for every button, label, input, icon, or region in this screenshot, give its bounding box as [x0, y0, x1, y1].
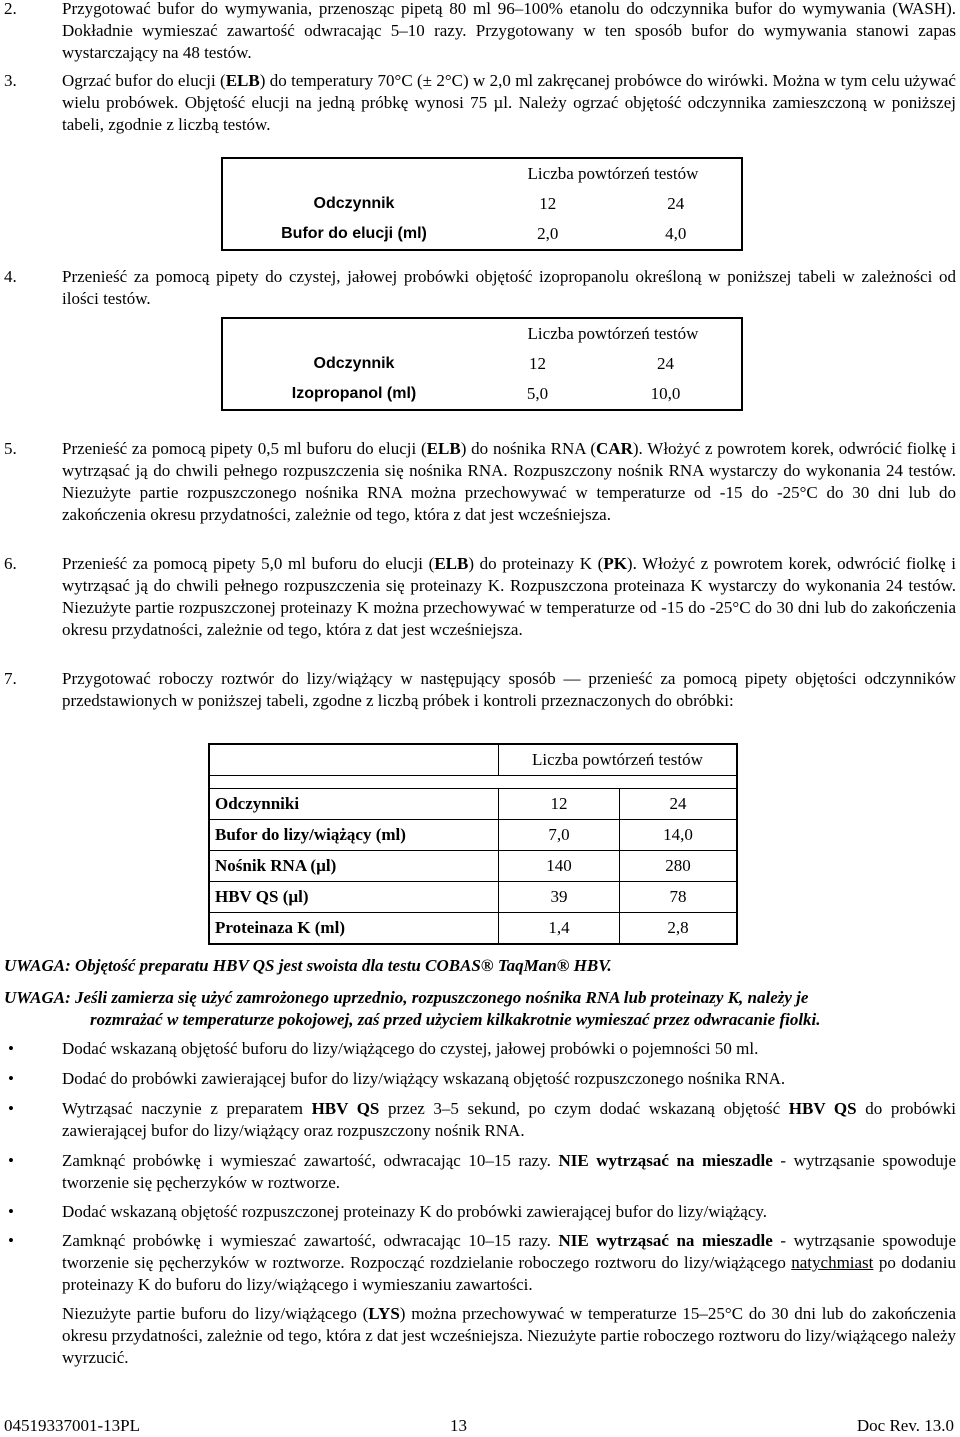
- paragraph-text: [62, 1303, 956, 1369]
- cell: 2,0: [537, 224, 559, 243]
- text-fragment: po dodaniu proteinazy K do buforu do lizy/wiążącego i wymieszaniu zawartości.: [62, 1253, 956, 1294]
- table-header: Liczba powtórzeń testów: [527, 164, 699, 183]
- note-2-line-1: UWAGA: Jeśli zamierza się użyć zamrożonego uprzednio, rozpuszczonego nośnika RNA lub proteinazy K, należy je: [4, 988, 809, 1007]
- text-fragment: Zamknąć probówkę i wymieszać zawartość, odwracając 10–15 razy.: [62, 1151, 559, 1170]
- bullet-text: [62, 1150, 956, 1194]
- reagent-code: ELB: [426, 439, 461, 458]
- cell: 2,8: [620, 913, 738, 945]
- footer-page-number: 13: [450, 1416, 467, 1435]
- cell: 10,0: [650, 384, 681, 403]
- bullet-item: [4, 1150, 956, 1194]
- row-label: Odczynnik: [313, 355, 395, 372]
- cell: 12: [539, 194, 557, 213]
- bullet-text: Dodać wskazaną objętość buforu do lizy/wiążącego do czystej, jałowej probówki o pojemności 50 ml.: [62, 1039, 759, 1058]
- row-label: HBV QS (µl): [209, 882, 499, 913]
- reagent-code: HBV QS: [311, 1099, 380, 1118]
- bullet-icon: •: [8, 1231, 14, 1250]
- bullet-text: Dodać wskazaną objętość rozpuszczonej proteinazy K do probówki zawierającej bufor do lizy/wiążący.: [62, 1202, 768, 1221]
- text-fragment: przez 3–5 sekund, po czym dodać wskazaną objętość: [379, 1099, 789, 1118]
- reagent-code: CAR: [596, 439, 633, 458]
- row-label: Nośnik RNA (µl): [209, 851, 499, 882]
- isopropanol-table: [221, 317, 743, 411]
- cell: 12: [529, 354, 546, 373]
- bullet-icon: •: [8, 1099, 14, 1118]
- cell: 24: [620, 789, 738, 820]
- table-row: [209, 913, 737, 945]
- bullet-item: [4, 1068, 956, 1090]
- step-number: 3.: [4, 71, 17, 90]
- step-text: [62, 438, 956, 526]
- text-fragment: Zamknąć probówkę i wymieszać zawartość, odwracając 10–15 razy.: [62, 1231, 559, 1250]
- step-text: [62, 553, 956, 641]
- table-row: [209, 882, 737, 913]
- bullet-icon: •: [8, 1039, 14, 1058]
- step-number: 6.: [4, 554, 17, 573]
- bullet-icon: •: [8, 1151, 14, 1170]
- step-number: 5.: [4, 439, 17, 458]
- row-label: Proteinaza K (ml): [209, 913, 499, 945]
- footer-revision: Doc Rev. 13.0: [856, 1416, 954, 1435]
- bullet-icon: •: [8, 1069, 14, 1088]
- cell: 7,0: [499, 820, 620, 851]
- step-text: Przenieść za pomocą pipety do czystej, jałowej probówki objętość izopropanolu określoną w poniższej tabeli w zależności od ilości testów.: [62, 267, 956, 308]
- table-row: [209, 820, 737, 851]
- row-label: Bufor do elucji (ml): [281, 225, 427, 242]
- cell: 14,0: [620, 820, 738, 851]
- elution-buffer-table: [221, 157, 743, 251]
- reagent-code: ELB: [225, 71, 260, 90]
- table-row: [209, 789, 737, 820]
- warning-text: NIE wytrząsać na mieszadle: [558, 1151, 773, 1170]
- bullet-item: [4, 1201, 956, 1223]
- closing-paragraph: [4, 1303, 956, 1369]
- cell: 39: [499, 882, 620, 913]
- cell: 4,0: [665, 224, 687, 243]
- row-label: Odczynnik: [313, 195, 395, 212]
- text-fragment: Niezużyte partie buforu do lizy/wiążącego (: [62, 1304, 369, 1323]
- step-number: 2.: [4, 0, 17, 18]
- underlined-text: natychmiast: [791, 1253, 874, 1272]
- cell: 280: [620, 851, 738, 882]
- step-2: [4, 0, 956, 64]
- text-fragment: - wytrząsanie spowoduje tworzenie się pęcherzyków w roztworze. Rozpocząć rozdzielanie roboczego roztworu do lizy/wiążącego: [62, 1231, 956, 1272]
- footer-doc-code: 04519337001-13PL: [4, 1416, 140, 1435]
- text-fragment: Ogrzać bufor do elucji (: [62, 71, 226, 90]
- step-number: 4.: [4, 267, 17, 286]
- row-label: Bufor do lizy/wiążący (ml): [209, 820, 499, 851]
- bullet-item: [4, 1038, 956, 1060]
- reagent-code: LYS: [368, 1304, 400, 1323]
- text-fragment: ) do proteinazy K (: [468, 554, 604, 573]
- warning-text: NIE wytrząsać na mieszadle: [558, 1231, 773, 1250]
- table-row: [209, 851, 737, 882]
- cell: 78: [620, 882, 738, 913]
- step-text: Przygotować bufor do wymywania, przenosząc pipetą 80 ml 96–100% etanolu do odczynnika bufor do wymywania (WASH). Dokładnie wymieszać zawartość odwracając 5–10 razy. Przygotowany w ten sposób bufor do wymywania stanowi zapas wystarczający na 48 testów.: [62, 0, 956, 62]
- step-3: [4, 70, 956, 136]
- cell: 1,4: [499, 913, 620, 945]
- step-4: [4, 266, 956, 310]
- note-2-line-2: rozmrażać w temperaturze pokojowej, zaś przed użyciem kilkakrotnie wymieszać przez odwracanie fiolki.: [90, 1010, 821, 1029]
- text-fragment: Przenieść za pomocą pipety 5,0 ml buforu do elucji (: [62, 554, 435, 573]
- table-header: Liczba powtórzeń testów: [527, 324, 699, 343]
- text-fragment: do probówki zawierającej bufor do lizy/wiążący oraz rozpuszczony nośnik RNA.: [62, 1099, 956, 1140]
- text-fragment: ). Włożyć z powrotem korek, odwrócić fiolkę i wytrząsać ją do chwili pełnego rozpuszczenia się nośnika RNA. Rozpuszczony nośnik RNA wystarczy do wykonania 24 testów. Niezużyte partie rozpuszczonego nośnika RNA można przechowywać w temperaturze od -15 do -25°C do 30 dni lub do zakończenia okresu przydatności, zależnie od tego, która z dat jest wcześniejsza.: [62, 439, 956, 524]
- step-7: [4, 668, 956, 712]
- step-text: Przygotować roboczy roztwór do lizy/wiążący w następujący sposób — przenieść za pomocą pipety objętości odczynników przedstawionych w poniższej tabeli, zgodne z liczbą próbek i kontroli przeznaczonych do obróbki:: [62, 669, 956, 710]
- step-text: [62, 70, 956, 136]
- step-5: [4, 438, 956, 526]
- cell: 140: [499, 851, 620, 882]
- bullet-text: [62, 1098, 956, 1142]
- reagent-code: ELB: [434, 554, 469, 573]
- text-fragment: - wytrząsanie spowoduje tworzenie się pęcherzyków w roztworze.: [62, 1151, 956, 1192]
- reagent-code: HBV QS: [788, 1099, 857, 1118]
- note-1: UWAGA: Objętość preparatu HBV QS jest swoista dla testu COBAS® TaqMan® HBV.: [4, 956, 612, 975]
- lysis-binding-table: [208, 743, 738, 945]
- step-6: [4, 553, 956, 641]
- bullet-item: [4, 1098, 956, 1142]
- bullet-text: Dodać do probówki zawierającej bufor do lizy/wiążący wskazaną objętość rozpuszczonego nośnika RNA.: [62, 1069, 786, 1088]
- text-fragment: ) do temperatury 70°C (± 2°C) w 2,0 ml zakręcanej probówce do wirówki. Można w tym celu używać wielu probówek. Objętość elucji na jedną próbkę wynosi 75 µl. Należy ogrzać objętość odczynnika zamieszczoną w poniższej tabeli, zgodnie z liczbą testów.: [62, 71, 956, 134]
- step-number: 7.: [4, 669, 17, 688]
- row-label: Odczynniki: [209, 789, 499, 820]
- bullet-text: [62, 1230, 956, 1296]
- table-header: Liczba powtórzeń testów: [499, 744, 738, 776]
- row-label: Izopropanol (ml): [291, 385, 417, 402]
- bullet-item: [4, 1230, 956, 1296]
- text-fragment: ). Włożyć z powrotem korek, odwrócić fiolkę i wytrząsać ją do chwili pełnego rozpuszczenia się proteinazy K. Rozpuszczona proteinaza K wystarczy do wykonania 24 testów. Niezużyte partie rozpuszczonej proteinazy K można przechowywać w temperaturze od -15 do -25°C do 30 dni lub do zakończenia okresu przydatności, zależnie od tego, która z dat jest wcześniejsza.: [62, 554, 956, 639]
- cell: 5,0: [526, 384, 549, 403]
- bullet-icon: •: [8, 1202, 14, 1221]
- text-fragment: ) do nośnika RNA (: [460, 439, 597, 458]
- text-fragment: Wytrząsać naczynie z preparatem: [62, 1099, 312, 1118]
- reagent-code: PK: [603, 554, 627, 573]
- text-fragment: Przenieść za pomocą pipety 0,5 ml buforu do elucji (: [62, 439, 427, 458]
- cell: 24: [657, 354, 674, 373]
- text-fragment: ) można przechowywać w temperaturze 15–25°C do 30 dni lub do zakończenia okresu przydatności, zależnie od tego, która z dat jest wcześniejsza. Niezużyte partie roboczego roztworu do lizy/wiążącego należy wyrzucić.: [62, 1304, 956, 1367]
- cell: 24: [667, 194, 685, 213]
- cell: 12: [499, 789, 620, 820]
